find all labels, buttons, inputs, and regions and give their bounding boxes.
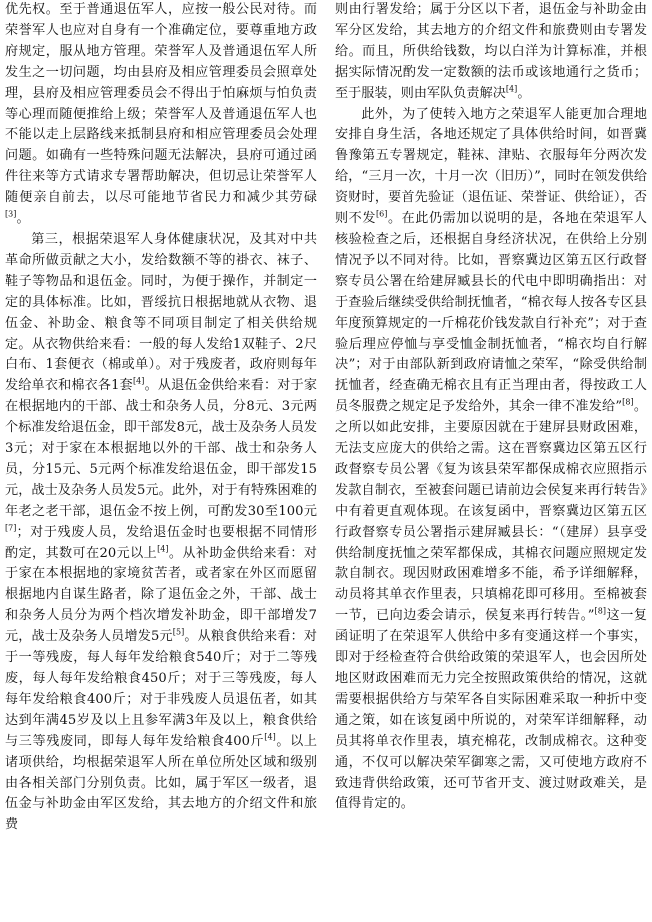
left-paragraph-continuation (5, 0, 317, 230)
text-run: 此外，为了使转入地方之荣退军人能更加合理地安排自身生活，各地还规定了具体供给时间，如晋冀鲁豫第五专署规定，鞋袜、津贴、衣服每年分两次发给，“三月一次，十月一次（旧历）”，同时在领发供给资财时，要首先验证（退伍证、荣誉证、供给证），否则不发 (335, 106, 647, 227)
citation-marker: [4] (505, 84, 518, 94)
text-run: 优先权。至于普通退伍军人，应按一般公民对待。而荣誉军人也应对自身有一个准确定位，要尊重地方政府规定，服从地方管理。荣誉军人及普通退伍军人所发生之一切问题，均由县府及相应管理委员会照章处理，县府及相应管理委员会不得出于怕麻烦与怕负责等心理而随便推给上级；荣誉军人及普通退伍军人也不能以走上层路线来抵制县府和相应管理委员会处理问题。如确有一些特殊问题无法解决，县府可通过函件往来等方式请求专署帮助解决，但切忌让荣誉军人随便亲自前去，以尽可能地节省民力和减少其劳碌 (5, 2, 317, 206)
text-run: 。之所以如此安排，主要原因就在于建屏县财政困难，无法支应庞大的供给之需。这在晋察冀边区第五区行政督察专员公署《复为该县荣军都保成棉衣应照指示发款自制衣，至被套问题已请前边会侯复来再行转告》中有着更直观体现。在该复函中，晋察冀边区第五区行政督察专员公署指示建屏臧县长：“（建屏）县享受供给制度抚恤之荣军都保成，其棉衣问题应照规定发款自制衣。现因财政困难增多不能，希予详细解释，动员将其单衣作里表，只填棉花即可移用。至棉被套一节，已向边委会请示，侯复来再行转告。” (335, 399, 647, 624)
text-run: 。以上诸项供给，均根据荣退军人所在单位所处区域和级别由各相关部门分别负责。比如，属于军区一级者，退伍金与补助金由军区发给，其去地方的介绍文件和旅费 (5, 733, 317, 833)
text-run: 这一复函证明了在荣退军人供给中多有变通这样一个事实，即对于经检查符合供给政策的荣退军人，也会因所处地区财政困难而无力完全按照政策供给的情况，这就需要根据供给方与荣军各自实际困难采取一种折中变通之策，如在该复函中所说的，对荣军详细解释，动员其将单衣作里表，填充棉花，改制成棉衣。这种变通，不仅可以解决荣军御寒之需，又可使地方政府不致违背供给政策，还可节省开支、渡过财政难关，是值得肯定的。 (335, 608, 647, 812)
right-text-column (335, 0, 647, 922)
text-run: 第三，根据荣退军人身体健康状况，及其对中共革命所做贡献之大小，发给数额不等的褂衣、袜子、鞋子等物品和退伍金。同时，为便于操作，并制定一定的具体标准。比如，晋绥抗日根据地就从衣物、退伍金、补助金、粮食等不同项目制定了相关供给规定。从衣物供给来看：一般的每人发给1双鞋子、2尺白布、1套便衣（棉或单）。对于残废者，政府则每年发给单衣和棉衣各1套 (5, 231, 317, 394)
citation-marker: [4] (132, 376, 145, 386)
citation-marker: [4] (264, 732, 276, 742)
citation-marker: [3] (5, 209, 17, 219)
text-run: 。 (517, 85, 531, 101)
citation-marker: [5] (172, 627, 185, 637)
left-paragraph-supply-standards (5, 230, 317, 836)
text-run: 则由行署发给；属于分区以下者，退伍金与补助金由军分区发给，其去地方的介绍文件和旅费则由专署发给。而且，所供给钱数，均以白洋为计算标准，并根据实际情况酌发一定数额的法币或该地通行之货币；至于服装，则由军队负责解决 (335, 2, 647, 101)
citation-marker: [8] (594, 606, 607, 616)
text-run: 。从粮食供给来看：对于一等残废，每人每年发给粮食540斤；对于二等残废，每人每年发给粮食450斤；对于三等残废，每人每年发给粮食400斤；对于非残废人员退伍者，如其达到年满45岁及以上且参军满3年及以上，粮食供给与三等残废同，即每人每年发给粮食400斤 (5, 629, 317, 749)
text-run: 。从退伍金供给来看：对于家在根据地内的干部、战士和杂务人员，分8元、3元两个标准发给退伍金，即干部发8元，战士及杂务人员发3元；对于家在本根据地以外的干部、战士和杂务人员，分15元、5元两个标准发给退伍金，即干部发15元，战士及杂务人员发5元。此外，对于有特殊困难的年老之老干部，退伍金不按上例，可酌发30至100元 (5, 378, 317, 519)
text-run: 。在此仍需加以说明的是，各地在荣退军人核验检查之后，还根据自身经济状况，在供给上分别情况予以不同对待。比如，晋察冀边区第五区行政督察专员公署在给建屏臧县长的代电中即明确指出：对于查验后继续受供给制抚恤者，“棉衣每人按各专区县年度预算规定的一斤棉花价钱发款自行补充”；对于查验后理应停恤与享受恤金制抚恤者，“棉衣均自行解决”；对于由部队新到政府请恤之荣军，“除受供给制抚恤者，经查确无棉衣且有正当理由者，得按政工人员冬服费之规定足予发给外，其余一律不准发给” (335, 211, 647, 415)
left-text-column (5, 0, 317, 922)
text-run: 。 (16, 211, 30, 227)
citation-marker: [7] (5, 523, 17, 533)
right-paragraph-supply-timing (335, 105, 647, 816)
citation-marker: [6] (375, 209, 388, 219)
right-paragraph-continuation (335, 0, 647, 105)
text-run: ；对于残废人员，发给退伍金时也要根据不同情形酌定，其数可在20元以上 (5, 524, 317, 561)
citation-marker: [4] (157, 544, 169, 554)
citation-marker: [8] (622, 397, 634, 407)
text-run: 。从补助金供给来看：对于家在本根据地的家境贫苦者，或者家在外区而愿留根据地内自谋生路者，除了退伍金之外，干部、战士和杂务人员分为两个档次增发补助金，即干部增发7元，战士及杂务人员增发5元 (5, 545, 317, 645)
